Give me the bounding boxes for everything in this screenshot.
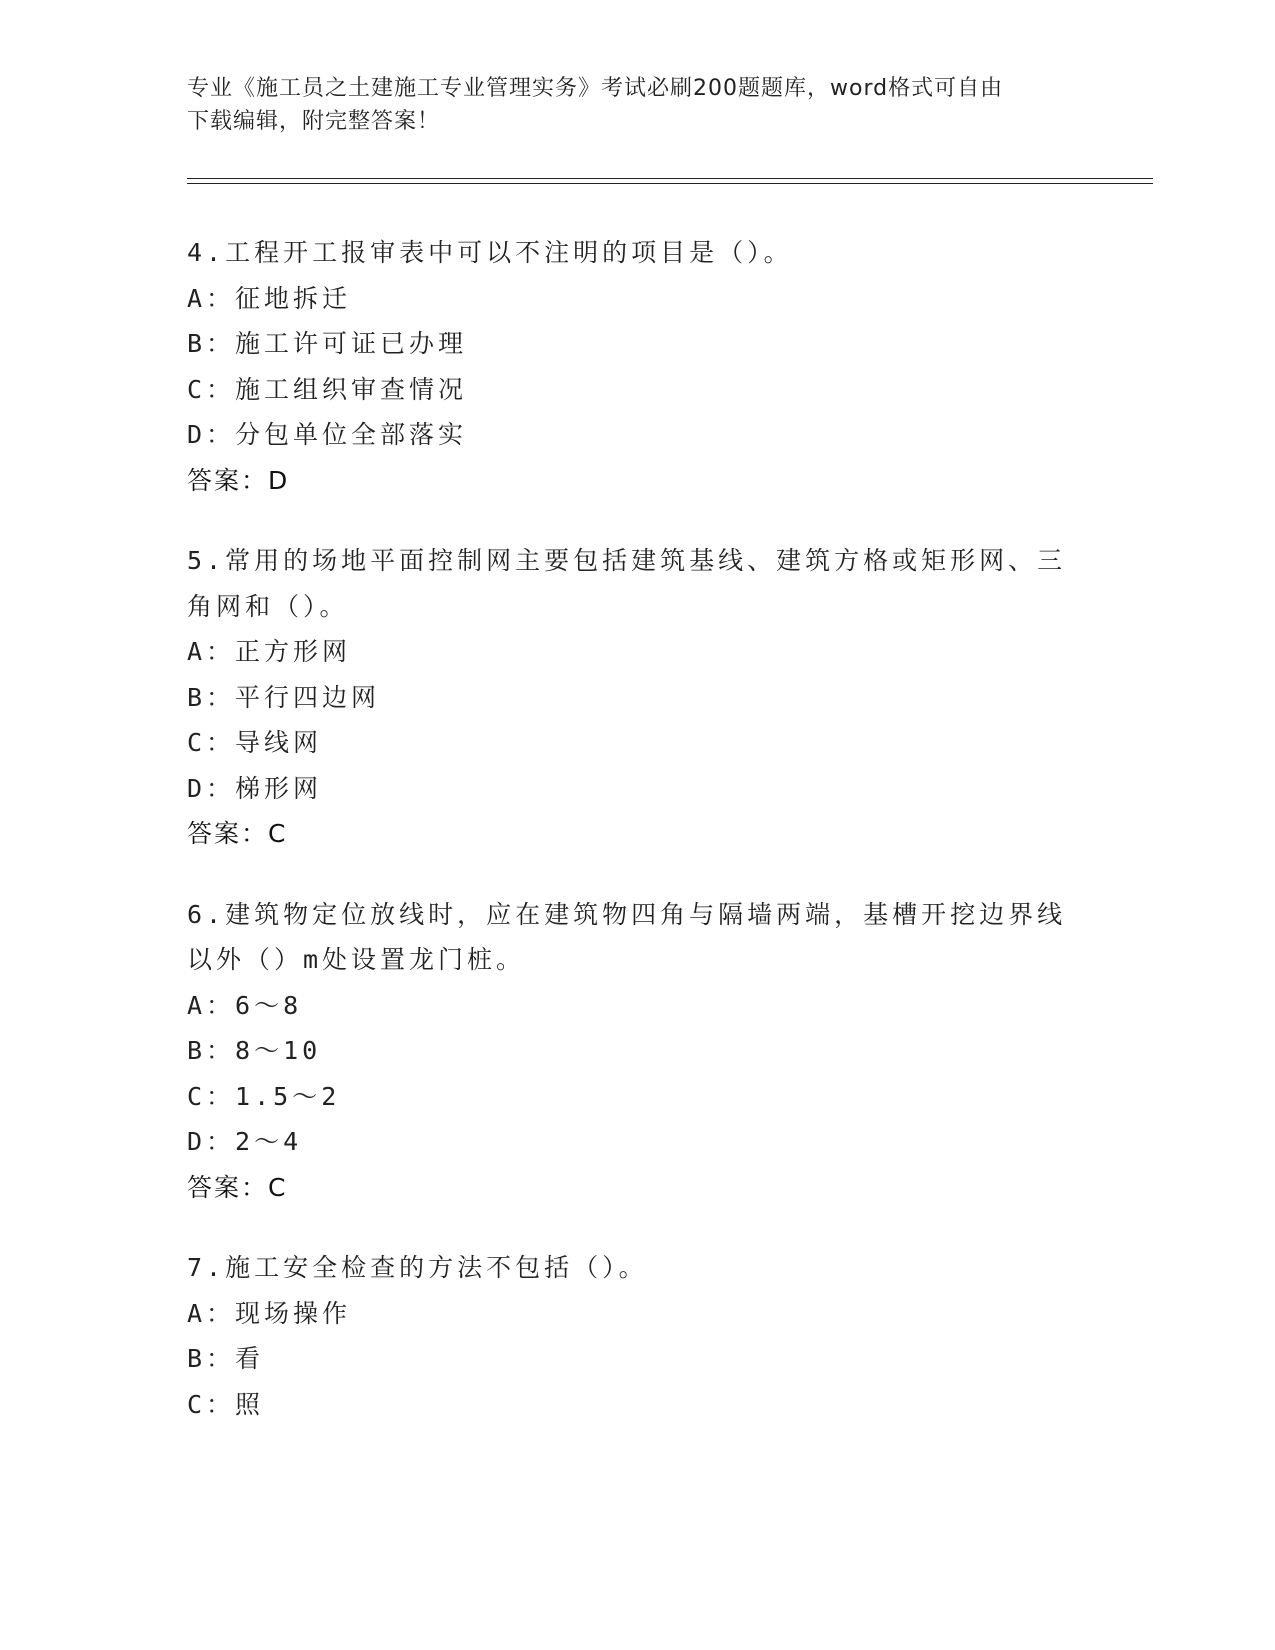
question-stem-continued: 以外（）m处设置龙门桩。 [187, 945, 526, 974]
header-line-1: 专业《施工员之土建施工专业管理实务》考试必刷200题题库，word格式可自由 [187, 76, 1004, 101]
option-b: B：看 [187, 1344, 265, 1373]
question-4 [187, 230, 1067, 503]
option-c: C：照 [187, 1389, 265, 1419]
option-d: D：梯形网 [187, 773, 323, 803]
question-stem: 7.施工安全检查的方法不包括（）。 [187, 1253, 648, 1282]
question-stem: 4.工程开工报审表中可以不注明的项目是（）。 [187, 238, 793, 267]
option-a: A：6～8 [187, 990, 303, 1020]
question-5 [187, 538, 1067, 857]
option-d: D：分包单位全部落实 [187, 420, 468, 449]
option-b: B：施工许可证已办理 [187, 329, 468, 358]
option-c: C：导线网 [187, 728, 323, 757]
option-c: C：施工组织审查情况 [187, 374, 468, 404]
option-a: A：现场操作 [187, 1298, 352, 1328]
option-b: B：8～10 [187, 1036, 322, 1065]
question-list [187, 230, 1067, 1462]
option-b: B：平行四边网 [187, 682, 381, 712]
answer: 答案：C [187, 819, 288, 848]
question-7 [187, 1245, 1067, 1427]
question-stem: 6.建筑物定位放线时，应在建筑物四角与隔墙两端，基槽开挖边界线 [187, 899, 1067, 929]
option-d: D：2～4 [187, 1127, 303, 1156]
header-line-2: 下载编辑，附完整答案！ [187, 109, 441, 134]
option-a: A：征地拆迁 [187, 283, 352, 313]
answer: 答案：D [187, 465, 290, 495]
question-stem-continued: 角网和（）。 [187, 591, 349, 621]
question-6 [187, 892, 1067, 1211]
question-stem: 5.常用的场地平面控制网主要包括建筑基线、建筑方格或矩形网、三 [187, 546, 1067, 575]
option-c: C：1.5～2 [187, 1081, 341, 1111]
header-rule-bottom [187, 183, 1153, 184]
option-a: A：正方形网 [187, 637, 352, 666]
header-rule-top [187, 178, 1153, 179]
answer: 答案：C [187, 1172, 288, 1202]
document-header [187, 72, 1067, 138]
